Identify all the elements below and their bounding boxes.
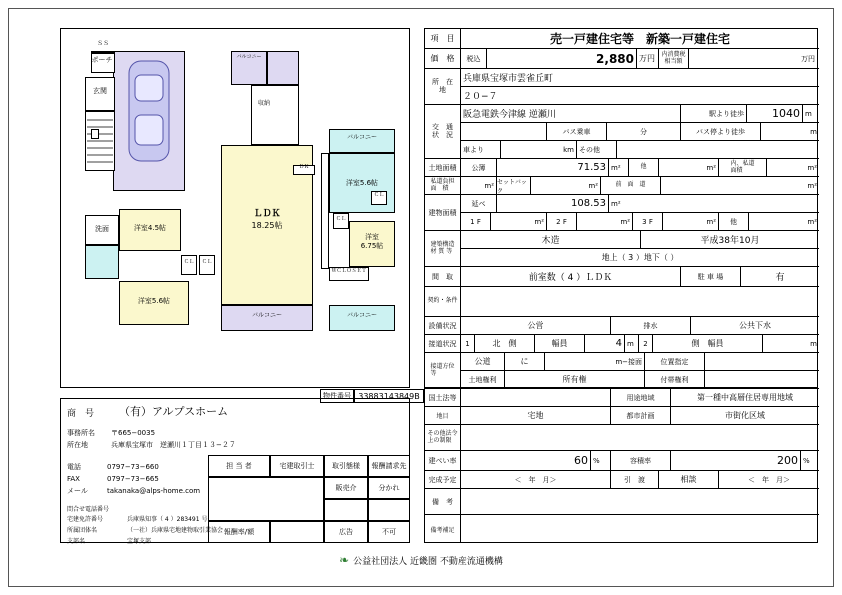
closet-w-label: ＷＣＬＯＳＥＴ: [331, 268, 367, 274]
property-detail-table: [424, 28, 818, 388]
traffic-label: 交 通 状 況: [425, 105, 461, 159]
other-floor-label: 他: [719, 213, 749, 231]
staff-value: [208, 477, 324, 521]
bus-walk-label: バス停より徒歩: [681, 123, 761, 141]
assoc-value: （一社）兵庫県宅地建物取引業協会: [127, 527, 224, 534]
f2-label: 2 F: [547, 213, 577, 231]
built-label: 平成38年10月: [641, 231, 819, 249]
price-value: 2,880: [487, 49, 637, 69]
f3-label: 3 F: [633, 213, 663, 231]
property-no-label: 物件番号: [320, 389, 354, 403]
line-value: 阪急電鉄今津線 逆瀬川: [461, 105, 681, 123]
staff-table: [208, 455, 410, 543]
other-value: [617, 141, 819, 159]
price-sub: 税込: [461, 49, 487, 69]
walk-label: 駅より徒歩: [681, 105, 747, 123]
kenpei-unit: %: [591, 451, 611, 471]
kitchen-label: ＤＫ: [298, 164, 309, 170]
front-road-unit: m²: [661, 177, 819, 195]
chimoku-label: 地目: [425, 407, 461, 425]
yoseki-unit: %: [801, 451, 819, 471]
fee-value: [270, 521, 324, 543]
ad-label: 広告: [324, 521, 368, 543]
remuneration-blank: [368, 499, 410, 521]
price-inner-label: 内消費税 相当額: [659, 49, 689, 69]
kenpei-value: 60: [461, 451, 591, 471]
private-road-label: 私道負担 面 積: [425, 177, 461, 195]
road-w-label: 幅員: [535, 335, 585, 353]
reins-logo-icon: ❧: [339, 553, 350, 567]
branch-value: 宝塚支部: [127, 538, 152, 545]
postal: 〒665−0035: [111, 429, 156, 437]
city-plan-label: 都市計画: [611, 407, 671, 425]
handover-label: 引 渡: [611, 471, 659, 489]
bus-walk-unit: m: [761, 123, 819, 141]
floor-plan: [60, 28, 410, 388]
location-label: 所在地: [67, 441, 88, 449]
facility-label: 設備状況: [425, 317, 461, 335]
western-4-5-label: 洋室4.5帖: [133, 224, 167, 232]
ss-1-label: ＳＳ: [96, 40, 109, 47]
type-blank: [324, 499, 368, 521]
position-label: 位置指定: [645, 353, 705, 371]
land-right-label: 土地権利: [461, 371, 505, 389]
contact-label: 問合せ電話番号: [67, 506, 110, 513]
car-label: 車より: [461, 141, 501, 159]
bath: [85, 245, 119, 279]
bus-stop-label: バス乗車: [547, 123, 607, 141]
land-right-value: 所有権: [505, 371, 645, 389]
koudou-unit: m−接面: [545, 353, 645, 371]
setback-unit: m²: [531, 177, 601, 195]
setback-label: セットバック: [497, 177, 531, 195]
corridor-right: [321, 153, 329, 269]
ad-value: 不可: [368, 521, 410, 543]
road-area-unit: m²: [767, 159, 819, 177]
closet-3-label: ＣＬ: [335, 216, 346, 222]
entrance-label: 玄関: [93, 87, 107, 95]
handover-value: 相談: [659, 471, 719, 489]
washroom-label: 洗面: [95, 225, 109, 233]
property-no-value: 33883143849B: [354, 389, 424, 403]
nobe-value: 108.53: [497, 195, 609, 213]
kenpei-label: 建ぺい率: [425, 451, 461, 471]
deal-label: 宅建取引士: [270, 455, 324, 477]
drain-label: 排水: [611, 317, 691, 335]
structure-label: 建築構造 材 質 等: [425, 231, 461, 267]
remarks-label: 備 考: [425, 489, 461, 515]
shop-name: （有）アルプスホーム: [119, 405, 229, 418]
complete-label: 完成予定: [425, 471, 461, 489]
closet-2-label: ＣＬ: [201, 259, 212, 265]
balcony-4-label: バルコニー: [251, 312, 282, 319]
fee-label: 報酬率/額: [208, 521, 270, 543]
remarks-value: [461, 489, 819, 515]
yoseki-value: 200: [671, 451, 801, 471]
tel-label: 電話: [67, 463, 81, 471]
use-label: 用途地域: [611, 389, 671, 407]
road2-idx: 2: [639, 335, 653, 353]
floors-label: 地上（ 3 ）地下（ ）: [461, 249, 819, 267]
other-floor-unit: m²: [749, 213, 819, 231]
position-value: [705, 353, 819, 371]
parking-value: 有: [741, 267, 819, 287]
kokudo-label: 国土法等: [425, 389, 461, 407]
f1-unit: m²: [491, 213, 547, 231]
office-label: 事務所名: [67, 429, 95, 437]
other-law-value: [461, 425, 819, 451]
madori-label: 間 取: [425, 267, 461, 287]
stairs-icon: [87, 113, 113, 169]
bus-blank: [461, 123, 547, 141]
address-label: 所 在 地: [425, 69, 461, 105]
right-sub-label: 付帯権利: [645, 371, 705, 389]
balcony-3-label: バルコニー: [346, 134, 377, 141]
closet-1-label: ＣＬ: [183, 259, 194, 265]
structure-value: 木造: [461, 231, 641, 249]
land-area-other-label: 他: [629, 159, 659, 177]
complete-value: ＜ 年 月＞: [461, 471, 611, 489]
f3-unit: m²: [663, 213, 719, 231]
porch-label: ポーチ: [91, 56, 113, 64]
road2-unit: m: [763, 335, 819, 353]
other-label: その他: [577, 141, 617, 159]
footer: [0, 550, 842, 570]
road-area-label: 内、私道 面積: [719, 159, 767, 177]
handover-value2: ＜ 年 月＞: [719, 471, 819, 489]
fax-label: FAX: [67, 475, 80, 483]
f1-label: 1 F: [461, 213, 491, 231]
road-w-dir: 北 側: [475, 335, 535, 353]
license-value: 兵庫県知事（ 4 ）283491 号: [127, 516, 208, 523]
closet-4-label: ＣＬ: [373, 192, 384, 198]
f2-unit: m²: [577, 213, 633, 231]
tel-value: 0797−73−660: [107, 463, 159, 471]
remarks-note-value: [461, 515, 819, 543]
storage-label: 収納: [257, 100, 270, 107]
right-sub-value: [705, 371, 819, 389]
footer-org: 公益社団法人 近畿圏 不動産流通機構: [353, 556, 503, 567]
drain-value: 公共下水: [691, 317, 819, 335]
legal-table: [424, 388, 818, 543]
contract-value: [461, 287, 819, 317]
split-value: 分かれ: [368, 477, 410, 499]
western-5-6-2-label: 洋室5.6帖: [345, 179, 379, 187]
land-area-kind: 公簿: [461, 159, 497, 177]
road-w-unit: m: [625, 335, 639, 353]
remuneration-label: 報酬請求先: [368, 455, 410, 477]
western-6-75-label: 洋室 6.75帖: [360, 233, 384, 250]
other-law-label: その他法令 上の制限: [425, 425, 461, 451]
location: 兵庫県宝塚市 逆瀬川１丁目１３−２７: [111, 441, 236, 449]
bus-min-unit: 分: [607, 123, 681, 141]
land-area-unit: m²: [609, 159, 629, 177]
walk-value: 1040: [747, 105, 803, 123]
wc: [91, 129, 99, 139]
walk-unit: m: [803, 105, 819, 123]
koudou-label: 公道: [461, 353, 505, 371]
assoc-label: 所属団体名: [67, 527, 98, 534]
parking-label: 駐 車 場: [681, 267, 741, 287]
mail-label: メール: [67, 487, 88, 495]
row-header-kou-moku: 項 目: [425, 29, 461, 49]
nobe-unit: m²: [609, 195, 819, 213]
shop-no-label: 商 号: [67, 408, 95, 419]
koudou-ni: に: [505, 353, 545, 371]
use-value: 第一種中高層住居専用地域: [671, 389, 819, 407]
broker-value: 販売介: [324, 477, 368, 499]
fax-value: 0797−73−665: [107, 475, 159, 483]
private-road-unit: m²: [461, 177, 497, 195]
license-label: 宅建免許番号: [67, 516, 104, 523]
type-label: 取引態様: [324, 455, 368, 477]
price-label: 価 格: [425, 49, 461, 69]
staff-label: 担 当 者: [208, 455, 270, 477]
city-plan-value: 市街化区域: [671, 407, 819, 425]
price-inner-unit: 万円: [689, 49, 819, 69]
road-w-value: 4: [585, 335, 625, 353]
road-w-idx: 1: [461, 335, 475, 353]
chimoku-value: 宅地: [461, 407, 611, 425]
contract-label: 契約・条件: [425, 287, 461, 317]
balcony-1-label: バルコニー: [236, 54, 262, 60]
car-icon: [123, 57, 175, 167]
yoseki-label: 容積率: [611, 451, 671, 471]
road-dir-label: 接道方位 等: [425, 353, 461, 389]
madori-value: 前室数（ 4 ）ＬＤＫ: [461, 267, 681, 287]
address-value: 兵庫県宝塚市雲雀丘町: [461, 69, 819, 87]
balcony-2: [267, 51, 299, 85]
water-supply-value: 公営: [461, 317, 611, 335]
land-area-value: 71.53: [497, 159, 609, 177]
road-situation-label: 接道状況: [425, 335, 461, 353]
ldk-size-label: 18.25帖: [251, 221, 283, 230]
ss-1: [91, 51, 115, 53]
storage: [251, 85, 299, 145]
branch-label: 支部名: [67, 538, 86, 545]
ldk-label: ＬＤＫ: [253, 209, 281, 219]
document-title: 売一戸建住宅等 新築一戸建住宅: [461, 29, 819, 49]
land-area-label: 土地面積: [425, 159, 461, 177]
western-5-6-label: 洋室5.6帖: [137, 297, 171, 305]
road2-dir: 側 幅員: [653, 335, 763, 353]
front-road-label: 前 面 道: [601, 177, 661, 195]
mail-value: takanaka@alps-home.com: [107, 487, 201, 495]
kokudo-value: [461, 389, 611, 407]
remarks-note-label: 備考補足: [425, 515, 461, 543]
nobe-label: 延べ: [461, 195, 497, 213]
land-area-other-unit: m²: [659, 159, 719, 177]
building-area-label: 建物面積: [425, 195, 461, 231]
price-unit: 万円: [637, 49, 659, 69]
address-value2: ２０−７: [461, 87, 819, 105]
balcony-5-label: バルコニー: [346, 312, 377, 319]
car-km-unit: km: [501, 141, 577, 159]
